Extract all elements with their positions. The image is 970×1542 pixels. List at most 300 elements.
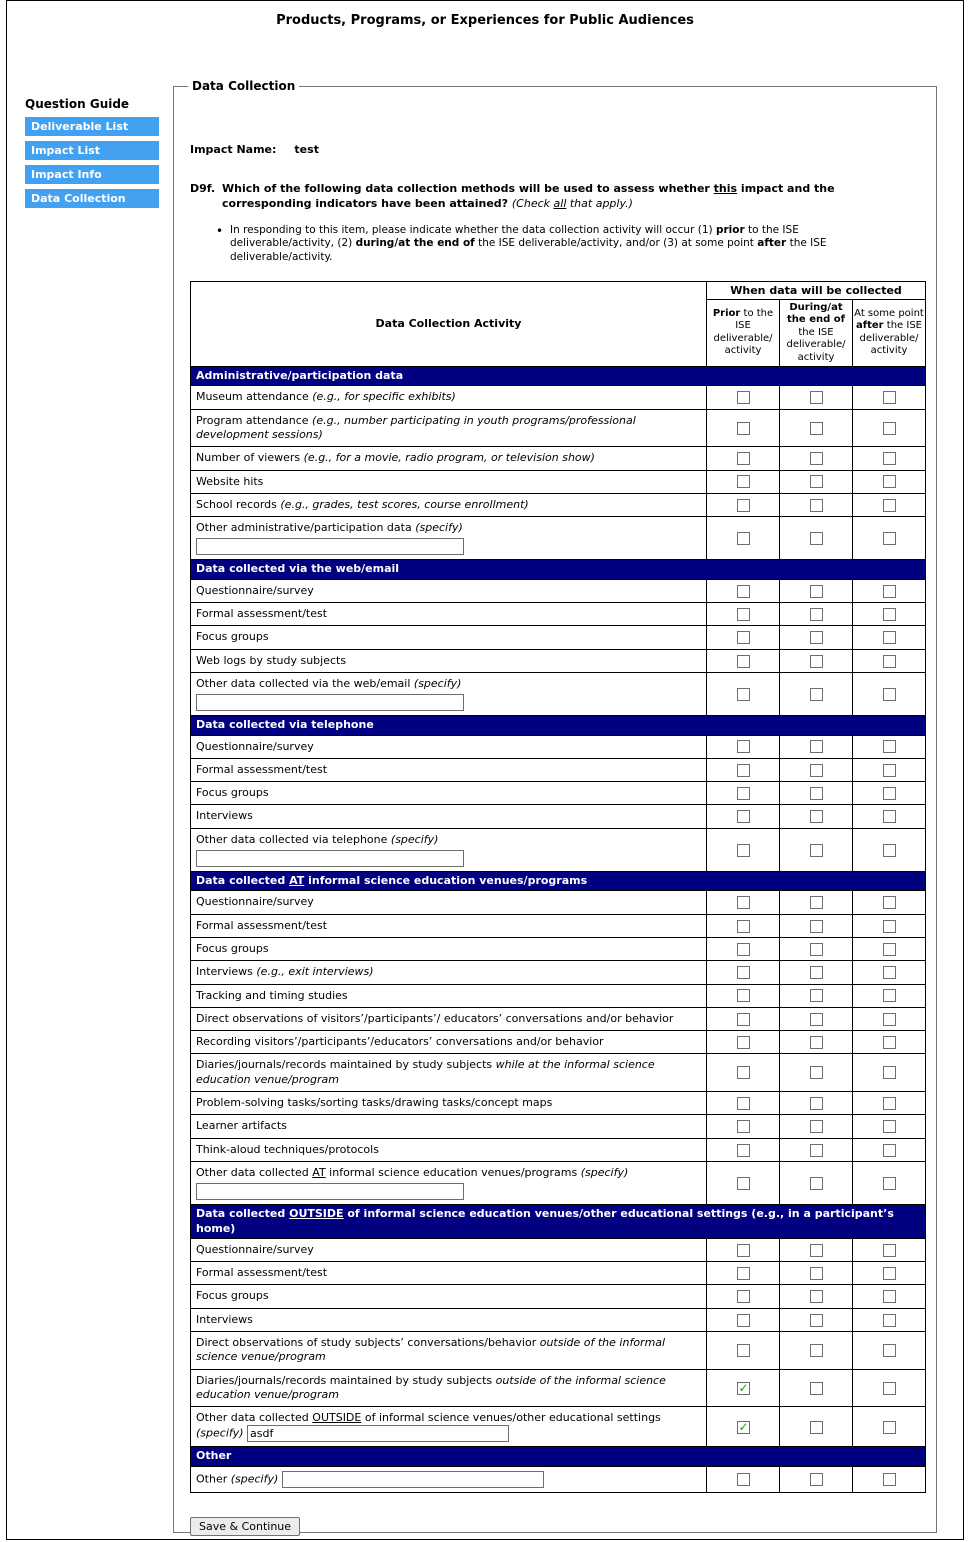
- check-cell-during: [780, 1115, 853, 1138]
- activity-label: Direct observations of visitors’/participants’/ educators’ conversations and/or behavior: [191, 1007, 707, 1030]
- check-cell-prior: [707, 603, 780, 626]
- check-cell-during: [780, 493, 853, 516]
- checkbox-during[interactable]: [810, 810, 823, 823]
- question-note: [230, 224, 890, 265]
- table-row: [191, 1466, 926, 1492]
- check-cell-during: [780, 1007, 853, 1030]
- table-row: [191, 1161, 926, 1204]
- activity-label: Number of viewers (e.g., for a movie, radio program, or television show): [191, 447, 707, 470]
- impact-name-label: Impact Name:: [190, 143, 277, 156]
- checkbox-after[interactable]: [883, 764, 896, 777]
- check-cell-during: [780, 409, 853, 447]
- table-row: [191, 1138, 926, 1161]
- activity-label: Web logs by study subjects: [191, 649, 707, 672]
- checkbox-prior[interactable]: [737, 499, 750, 512]
- check-cell-after: [853, 493, 926, 516]
- checkbox-during[interactable]: [810, 655, 823, 668]
- specify-input[interactable]: [196, 850, 464, 867]
- checkbox-prior[interactable]: [737, 631, 750, 644]
- specify-input[interactable]: [196, 694, 464, 711]
- check-cell-after: [853, 672, 926, 715]
- table-row: [191, 937, 926, 960]
- checkbox-during[interactable]: [810, 688, 823, 701]
- specify-input[interactable]: [196, 1183, 464, 1200]
- check-cell-during: [780, 672, 853, 715]
- checkbox-prior[interactable]: [737, 688, 750, 701]
- check-cell-during: [780, 1262, 853, 1285]
- activity-label: Interviews (e.g., exit interviews): [191, 961, 707, 984]
- check-cell-during: [780, 1054, 853, 1092]
- page: [6, 0, 964, 1540]
- checkbox-after[interactable]: [883, 1120, 896, 1133]
- check-cell-after: [853, 1331, 926, 1369]
- checkbox-prior[interactable]: [737, 1473, 750, 1486]
- activity-column-header: Data Collection Activity: [191, 281, 707, 367]
- checkbox-prior[interactable]: [737, 1066, 750, 1079]
- checkbox-prior[interactable]: [737, 1244, 750, 1257]
- specify-input[interactable]: [247, 1425, 509, 1442]
- check-cell-prior: [707, 1054, 780, 1092]
- checkbox-during[interactable]: [810, 966, 823, 979]
- section-header: Data collected AT informal science education venues/programs: [191, 872, 926, 891]
- checkbox-after[interactable]: [883, 655, 896, 668]
- checkbox-after[interactable]: [883, 1344, 896, 1357]
- checkbox-after[interactable]: [883, 422, 896, 435]
- checkbox-after[interactable]: [883, 1244, 896, 1257]
- checkbox-after[interactable]: [883, 688, 896, 701]
- check-cell-during: [780, 626, 853, 649]
- checkbox-after[interactable]: [883, 631, 896, 644]
- checkbox-prior[interactable]: [737, 1177, 750, 1190]
- table-row: [191, 386, 926, 409]
- table-row: [191, 1115, 926, 1138]
- check-cell-during: [780, 1285, 853, 1308]
- check-cell-after: [853, 1308, 926, 1331]
- checkbox-prior[interactable]: [737, 608, 750, 621]
- activity-label: Learner artifacts: [191, 1115, 707, 1138]
- check-cell-after: [853, 1262, 926, 1285]
- checkbox-prior[interactable]: [737, 422, 750, 435]
- checkbox-during[interactable]: [810, 943, 823, 956]
- checkbox-during[interactable]: [810, 1097, 823, 1110]
- check-cell-prior: [707, 1262, 780, 1285]
- check-cell-prior: [707, 1331, 780, 1369]
- question-note-text: • In responding to this item, please indicate whether the data collection activity will occur (1) prior to the ISE deliverable/activity, (2) during/at the end of the ISE deliverable/activity, and/or (3) at some point after the ISE deliverable/activity.: [230, 223, 827, 263]
- table-row: [191, 626, 926, 649]
- checkbox-prior[interactable]: [737, 532, 750, 545]
- checkbox-during[interactable]: [810, 422, 823, 435]
- checkbox-during[interactable]: [810, 1013, 823, 1026]
- section-header: Administrative/participation data: [191, 367, 926, 386]
- checkbox-during[interactable]: [810, 499, 823, 512]
- checkbox-during[interactable]: [810, 920, 823, 933]
- check-cell-after: [853, 828, 926, 871]
- checkbox-after[interactable]: [883, 787, 896, 800]
- check-cell-after: [853, 782, 926, 805]
- check-cell-after: [853, 1238, 926, 1261]
- table-row: [191, 961, 926, 984]
- question-guide-sidebar: [25, 97, 159, 213]
- check-cell-prior: [707, 914, 780, 937]
- checkbox-prior[interactable]: [737, 896, 750, 909]
- checkbox-after[interactable]: [883, 532, 896, 545]
- checkbox-after[interactable]: [883, 1267, 896, 1280]
- checkbox-prior[interactable]: [737, 740, 750, 753]
- check-cell-prior: [707, 579, 780, 602]
- checkbox-prior[interactable]: [737, 1267, 750, 1280]
- activity-label: Focus groups: [191, 782, 707, 805]
- check-cell-during: [780, 937, 853, 960]
- activity-label: Interviews: [191, 805, 707, 828]
- checkbox-prior[interactable]: [737, 452, 750, 465]
- checkbox-after[interactable]: [883, 1013, 896, 1026]
- checkbox-during[interactable]: [810, 1144, 823, 1157]
- checkbox-during[interactable]: [810, 532, 823, 545]
- check-cell-prior: [707, 1115, 780, 1138]
- checkbox-during[interactable]: [810, 1314, 823, 1327]
- check-cell-during: [780, 649, 853, 672]
- checkbox-prior[interactable]: [737, 989, 750, 1002]
- sidebar-item-impact-list[interactable]: Impact List: [25, 141, 159, 160]
- checkbox-during[interactable]: [810, 1066, 823, 1079]
- check-cell-after: [853, 447, 926, 470]
- check-cell-prior: [707, 517, 780, 560]
- check-cell-prior: [707, 828, 780, 871]
- checkbox-prior[interactable]: [737, 1314, 750, 1327]
- section-header: Other: [191, 1447, 926, 1466]
- page-title: Products, Programs, or Experiences for Public Audiences: [276, 13, 694, 28]
- activity-label: Program attendance (e.g., number participating in youth programs/professional development sessions): [191, 409, 707, 447]
- checkbox-during[interactable]: [810, 1036, 823, 1049]
- table-row: [191, 603, 926, 626]
- check-cell-during: [780, 984, 853, 1007]
- checkbox-prior[interactable]: [737, 1097, 750, 1110]
- question-text: Which of the following data collection methods will be used to assess whether this impact and the corresponding indicators have been attained? (Check all that apply.): [222, 182, 835, 210]
- check-cell-after: [853, 579, 926, 602]
- checkbox-prior[interactable]: [737, 1120, 750, 1133]
- check-cell-after: [853, 1466, 926, 1492]
- check-cell-after: [853, 1115, 926, 1138]
- check-cell-during: [780, 961, 853, 984]
- checkbox-after[interactable]: [883, 966, 896, 979]
- checkbox-prior[interactable]: [737, 810, 750, 823]
- checkbox-after[interactable]: [883, 1097, 896, 1110]
- checkbox-after[interactable]: [883, 608, 896, 621]
- checkbox-prior[interactable]: [737, 391, 750, 404]
- checkbox-prior[interactable]: [737, 1144, 750, 1157]
- table-row: [191, 1262, 926, 1285]
- checkbox-after[interactable]: [883, 740, 896, 753]
- checkbox-during[interactable]: [810, 740, 823, 753]
- checkbox-after[interactable]: [883, 1290, 896, 1303]
- check-cell-prior: [707, 1369, 780, 1407]
- checkbox-after[interactable]: [883, 943, 896, 956]
- table-row: [191, 1285, 926, 1308]
- table-row: [191, 782, 926, 805]
- activity-label: Focus groups: [191, 626, 707, 649]
- checkbox-during[interactable]: [810, 452, 823, 465]
- check-cell-after: [853, 603, 926, 626]
- activity-label: Diaries/journals/records maintained by study subjects while at the informal science education venue/program: [191, 1054, 707, 1092]
- table-row: [191, 649, 926, 672]
- checkbox-after[interactable]: [883, 810, 896, 823]
- check-cell-after: [853, 1407, 926, 1447]
- checkbox-after[interactable]: [883, 844, 896, 857]
- check-cell-prior: [707, 1285, 780, 1308]
- check-cell-after: [853, 735, 926, 758]
- table-row: [191, 672, 926, 715]
- check-cell-prior: [707, 961, 780, 984]
- checkbox-prior[interactable]: [737, 655, 750, 668]
- data-collection-table: [190, 281, 926, 1493]
- when-collected-header: When data will be collected: [707, 281, 926, 299]
- activity-label: Focus groups: [191, 1285, 707, 1308]
- checkbox-during[interactable]: [810, 1177, 823, 1190]
- check-cell-prior: [707, 1031, 780, 1054]
- activity-label: Other administrative/participation data (specify): [191, 517, 707, 560]
- checkbox-during[interactable]: [810, 475, 823, 488]
- checkbox-after[interactable]: [883, 1314, 896, 1327]
- check-cell-after: [853, 758, 926, 781]
- activity-label: Formal assessment/test: [191, 603, 707, 626]
- table-row: [191, 1007, 926, 1030]
- table-row: [191, 447, 926, 470]
- check-cell-during: [780, 1308, 853, 1331]
- table-row: [191, 517, 926, 560]
- checkbox-during[interactable]: [810, 1382, 823, 1395]
- check-cell-prior: [707, 1407, 780, 1447]
- table-row: [191, 758, 926, 781]
- checkbox-after[interactable]: [883, 1066, 896, 1079]
- table-row: [191, 1031, 926, 1054]
- table-row: [191, 470, 926, 493]
- activity-label: Questionnaire/survey: [191, 1238, 707, 1261]
- checkbox-prior[interactable]: [737, 1290, 750, 1303]
- check-cell-prior: [707, 672, 780, 715]
- check-cell-during: [780, 914, 853, 937]
- table-row: [191, 1092, 926, 1115]
- save-continue-button[interactable]: Save & Continue: [190, 1517, 300, 1536]
- check-cell-after: [853, 891, 926, 914]
- check-cell-after: [853, 805, 926, 828]
- activity-label: Formal assessment/test: [191, 758, 707, 781]
- check-cell-during: [780, 1138, 853, 1161]
- checkbox-after[interactable]: [883, 452, 896, 465]
- check-cell-prior: [707, 805, 780, 828]
- check-cell-prior: [707, 1466, 780, 1492]
- activity-label: Problem-solving tasks/sorting tasks/drawing tasks/concept maps: [191, 1092, 707, 1115]
- checkbox-during[interactable]: [810, 989, 823, 1002]
- checkbox-prior[interactable]: [737, 475, 750, 488]
- checkbox-during[interactable]: [810, 1120, 823, 1133]
- check-cell-prior: [707, 409, 780, 447]
- check-cell-prior: [707, 1092, 780, 1115]
- check-cell-during: [780, 1092, 853, 1115]
- question-guide-heading: Question Guide: [25, 97, 130, 111]
- checkbox-during[interactable]: [810, 608, 823, 621]
- sidebar-item-deliverable-list[interactable]: Deliverable List: [25, 117, 159, 136]
- column-header-after: At some point after the ISE deliverable/ activity: [853, 299, 926, 367]
- check-cell-prior: [707, 891, 780, 914]
- checkbox-after[interactable]: [883, 475, 896, 488]
- check-cell-prior: [707, 782, 780, 805]
- check-cell-prior: [707, 984, 780, 1007]
- table-row: [191, 828, 926, 871]
- activity-label: Museum attendance (e.g., for specific exhibits): [191, 386, 707, 409]
- section-header: Data collected via the web/email: [191, 560, 926, 579]
- checkbox-after[interactable]: [883, 989, 896, 1002]
- check-cell-after: [853, 409, 926, 447]
- checkbox-prior[interactable]: [737, 1344, 750, 1357]
- impact-name-value: test: [294, 143, 319, 156]
- table-row: [191, 409, 926, 447]
- checkbox-prior[interactable]: [737, 844, 750, 857]
- check-cell-prior: [707, 1138, 780, 1161]
- checkbox-during[interactable]: [810, 585, 823, 598]
- activity-label: Formal assessment/test: [191, 1262, 707, 1285]
- checkbox-prior[interactable]: [737, 1382, 750, 1395]
- activity-label: Questionnaire/survey: [191, 891, 707, 914]
- check-cell-during: [780, 1238, 853, 1261]
- specify-input[interactable]: [196, 538, 464, 555]
- checkbox-during[interactable]: [810, 1473, 823, 1486]
- check-cell-after: [853, 1285, 926, 1308]
- impact-name-line: [190, 143, 926, 156]
- checkbox-prior[interactable]: [737, 764, 750, 777]
- activity-label: Other data collected AT informal science education venues/programs (specify): [191, 1161, 707, 1204]
- table-row: [191, 984, 926, 1007]
- activity-label: School records (e.g., grades, test scores, course enrollment): [191, 493, 707, 516]
- activity-label: Formal assessment/test: [191, 914, 707, 937]
- sidebar-item-data-collection[interactable]: Data Collection: [25, 189, 159, 208]
- activity-label: Interviews: [191, 1308, 707, 1331]
- check-cell-during: [780, 386, 853, 409]
- check-cell-during: [780, 603, 853, 626]
- data-collection-fieldset: [173, 79, 937, 1533]
- checkbox-after[interactable]: [883, 1144, 896, 1157]
- check-cell-during: [780, 1161, 853, 1204]
- check-cell-after: [853, 626, 926, 649]
- activity-label: Website hits: [191, 470, 707, 493]
- check-cell-after: [853, 961, 926, 984]
- check-cell-after: [853, 1092, 926, 1115]
- check-cell-after: [853, 937, 926, 960]
- checkbox-during[interactable]: [810, 844, 823, 857]
- fieldset-legend: Data Collection: [192, 79, 296, 93]
- check-cell-during: [780, 470, 853, 493]
- check-cell-during: [780, 805, 853, 828]
- check-cell-during: [780, 1031, 853, 1054]
- checkbox-after[interactable]: [883, 1177, 896, 1190]
- checkbox-during[interactable]: [810, 787, 823, 800]
- table-row: [191, 493, 926, 516]
- check-cell-prior: [707, 1161, 780, 1204]
- checkbox-after[interactable]: [883, 585, 896, 598]
- checkbox-during[interactable]: [810, 391, 823, 404]
- check-cell-after: [853, 470, 926, 493]
- check-cell-prior: [707, 1007, 780, 1030]
- checkbox-after[interactable]: [883, 1421, 896, 1434]
- activity-label: Questionnaire/survey: [191, 735, 707, 758]
- activity-label: Other data collected via the web/email (specify): [191, 672, 707, 715]
- check-cell-prior: [707, 493, 780, 516]
- checkbox-after[interactable]: [883, 1382, 896, 1395]
- checkbox-during[interactable]: [810, 1290, 823, 1303]
- checkbox-during[interactable]: [810, 1344, 823, 1357]
- checkbox-after[interactable]: [883, 1036, 896, 1049]
- check-cell-prior: [707, 649, 780, 672]
- check-cell-after: [853, 649, 926, 672]
- table-row: [191, 805, 926, 828]
- activity-label: Think-aloud techniques/protocols: [191, 1138, 707, 1161]
- check-cell-after: [853, 1138, 926, 1161]
- check-cell-during: [780, 782, 853, 805]
- checkbox-prior[interactable]: [737, 943, 750, 956]
- checkbox-after[interactable]: [883, 896, 896, 909]
- table-row: [191, 1308, 926, 1331]
- check-cell-during: [780, 1466, 853, 1492]
- checkbox-prior[interactable]: [737, 920, 750, 933]
- check-cell-after: [853, 914, 926, 937]
- checkbox-prior[interactable]: [737, 1036, 750, 1049]
- table-row: [191, 1369, 926, 1407]
- check-cell-prior: [707, 386, 780, 409]
- check-cell-during: [780, 579, 853, 602]
- check-cell-prior: [707, 447, 780, 470]
- activity-label: Focus groups: [191, 937, 707, 960]
- table-row: [191, 1238, 926, 1261]
- checkbox-prior[interactable]: [737, 787, 750, 800]
- activity-label: Other (specify): [191, 1466, 707, 1492]
- checkbox-during[interactable]: [810, 764, 823, 777]
- activity-label: Questionnaire/survey: [191, 579, 707, 602]
- check-cell-after: [853, 1007, 926, 1030]
- check-cell-after: [853, 1161, 926, 1204]
- check-cell-during: [780, 735, 853, 758]
- checkbox-after[interactable]: [883, 920, 896, 933]
- check-cell-during: [780, 1369, 853, 1407]
- checkbox-prior[interactable]: [737, 1421, 750, 1434]
- check-cell-after: [853, 1369, 926, 1407]
- checkbox-prior[interactable]: [737, 1013, 750, 1026]
- checkbox-after[interactable]: [883, 1473, 896, 1486]
- checkbox-after[interactable]: [883, 499, 896, 512]
- checkbox-during[interactable]: [810, 631, 823, 644]
- table-row: [191, 579, 926, 602]
- check-cell-prior: [707, 937, 780, 960]
- checkbox-prior[interactable]: [737, 966, 750, 979]
- checkbox-prior[interactable]: [737, 585, 750, 598]
- table-row: [191, 891, 926, 914]
- checkbox-during[interactable]: [810, 1267, 823, 1280]
- sidebar-item-impact-info[interactable]: Impact Info: [25, 165, 159, 184]
- checkbox-after[interactable]: [883, 391, 896, 404]
- activity-label: Diaries/journals/records maintained by study subjects outside of the informal science education venue/program: [191, 1369, 707, 1407]
- checkbox-during[interactable]: [810, 896, 823, 909]
- table-row: [191, 914, 926, 937]
- check-cell-after: [853, 1054, 926, 1092]
- specify-input[interactable]: [282, 1471, 544, 1488]
- check-cell-after: [853, 517, 926, 560]
- checkbox-during[interactable]: [810, 1244, 823, 1257]
- column-header-prior: Prior to the ISE deliverable/ activity: [707, 299, 780, 367]
- check-cell-prior: [707, 735, 780, 758]
- table-row: [191, 735, 926, 758]
- activity-label: Recording visitors’/participants’/educators’ conversations and/or behavior: [191, 1031, 707, 1054]
- checkbox-during[interactable]: [810, 1421, 823, 1434]
- table-row: [191, 1407, 926, 1447]
- table-row: [191, 1054, 926, 1092]
